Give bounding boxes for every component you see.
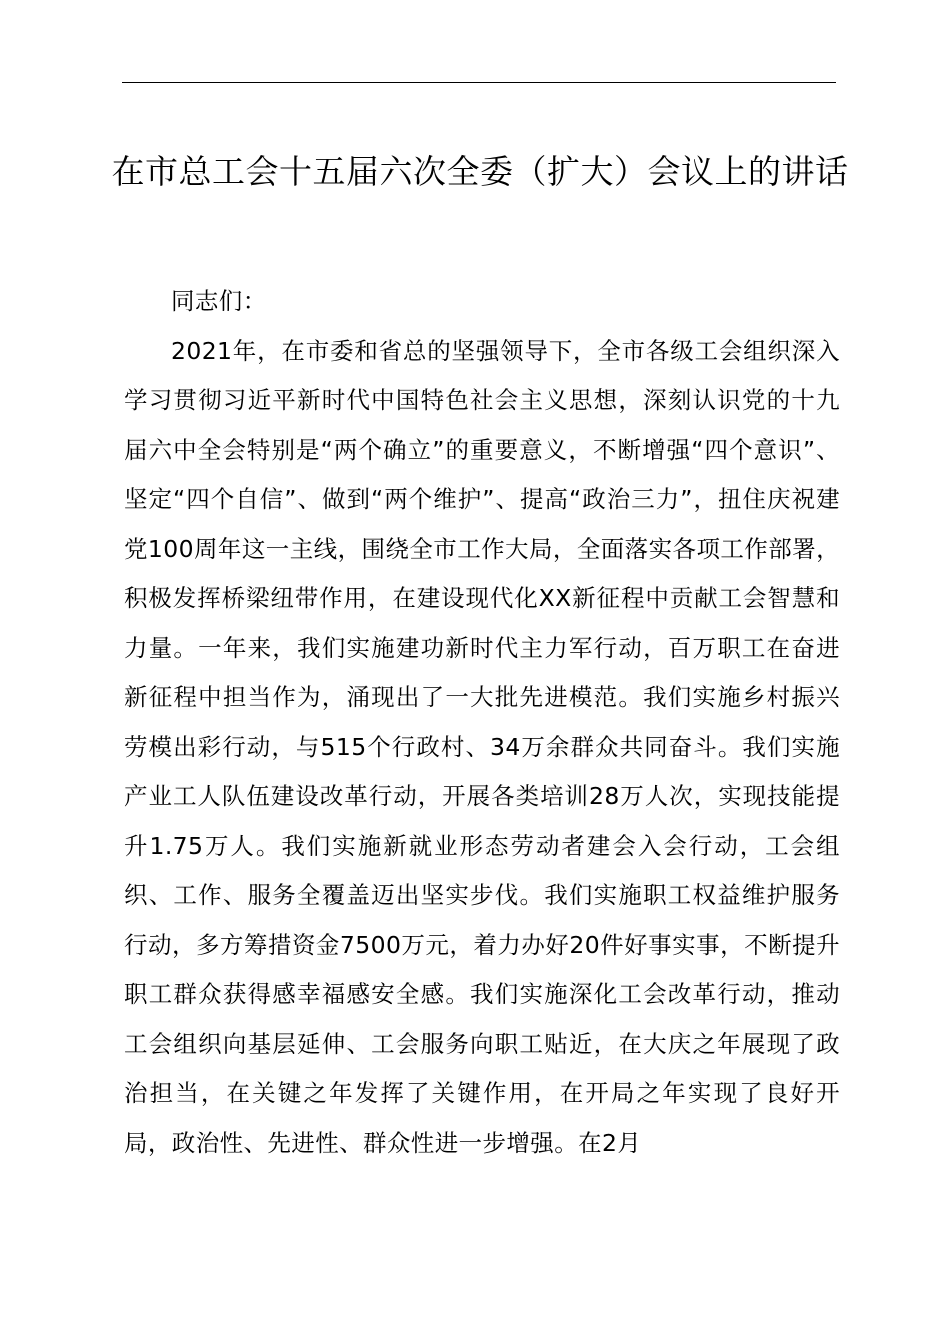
document-title: 在市总工会十五届六次全委（扩大）会议上的讲话 [111, 152, 849, 191]
header-rule [122, 82, 836, 83]
salutation: 同志们： [171, 287, 267, 315]
document-body [124, 277, 840, 1168]
body-paragraph: 2021年，在市委和省总的坚强领导下，全市各级工会组织深入学习贯彻习近平新时代中国特色社会主义思想，深刻认识党的十九届六中全会特别是“两个确立”的重要意义，不断增强“四个意识”、坚定“四个自信”、做到“两个维护”、提高“政治三力”，扭住庆祝建党100周年这一主线，围绕全市工作大局，全面落实各项工作部署，积极发挥桥梁纽带作用，在建设现代化XX新征程中贡献工会智慧和力量。一年来，我们实施建功新时代主力军行动，百万职工在奋进新征程中担当作为，涌现出了一大批先进模范。我们实施乡村振兴劳模出彩行动，与515个行政村、34万余群众共同奋斗。我们实施产业工人队伍建设改革行动，开展各类培训28万人次，实现技能提升1.75万人。我们实施新就业形态劳动者建会入会行动，工会组织、工作、服务全覆盖迈出坚实步伐。我们实施职工权益维护服务行动，多方筹措资金7500万元，着力办好20件好事实事，不断提升职工群众获得感幸福感安全感。我们实施深化工会改革行动，推动工会组织向基层延伸、工会服务向职工贴近，在大庆之年展现了政治担当，在关键之年发挥了关键作用，在开局之年实现了良好开局，政治性、先进性、群众性进一步增强。在2月 [124, 336, 840, 1157]
